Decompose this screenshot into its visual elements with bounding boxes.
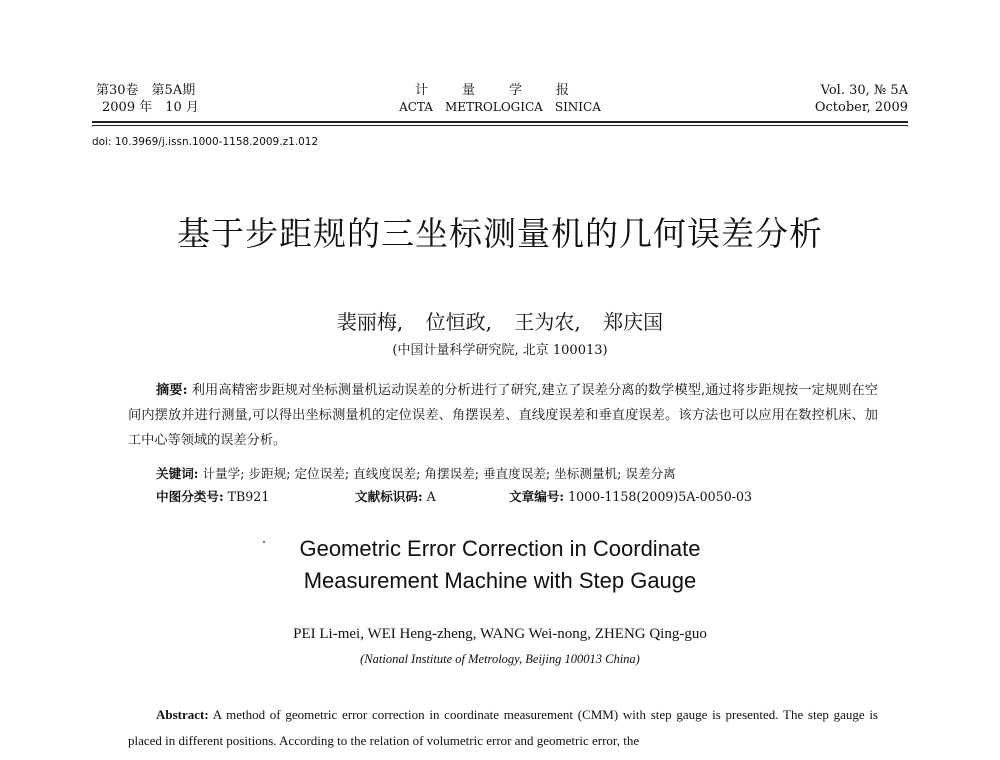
issue-date: 2009 年 10 月 xyxy=(102,100,199,115)
clc-label: 中图分类号: xyxy=(156,489,224,504)
keywords-cn xyxy=(156,463,676,482)
abstract-en xyxy=(128,702,878,754)
volume-en: Vol. 30, № 5A xyxy=(820,83,908,98)
journal-name-en: ACTA METROLOGICA SINICA xyxy=(399,100,601,114)
doc-code-label: 文献标识码: xyxy=(355,489,423,504)
keywords-cn-label: 关键词: xyxy=(156,466,199,481)
journal-issue xyxy=(96,82,199,116)
doc-code-value: A xyxy=(426,489,436,504)
author-cn: 郑庆国 xyxy=(603,310,664,334)
issue-volume: 第30卷 第5A期 xyxy=(96,83,196,98)
paper-title-en-line1: Geometric Error Correction in Coordinate xyxy=(299,536,701,561)
authors-en: PEI Li-mei, WEI Heng-zheng, WANG Wei-nong, ZHENG Qing-guo xyxy=(293,626,707,642)
abstract-cn xyxy=(128,378,878,453)
journal-name-cn: 计量学报 xyxy=(414,83,603,98)
clc-value: TB921 xyxy=(227,489,270,504)
affiliation-cn: (中国计量科学研究院, 北京 100013) xyxy=(392,343,608,358)
paper-title-en-line2: Measurement Machine with Step Gauge xyxy=(303,568,697,593)
abstract-en-label: Abstract: xyxy=(156,707,209,722)
article-number-value: 1000-1158(2009)5A-0050-03 xyxy=(568,489,753,504)
date-en: October, 2009 xyxy=(814,100,908,115)
paper-title-en xyxy=(0,533,1000,597)
affiliation-en: (National Institute of Metrology, Beijing 100013 China) xyxy=(360,652,640,666)
doi[interactable]: doi: 10.3969/j.issn.1000-1158.2009.z1.012 xyxy=(92,136,319,148)
author-cn: 位恒政, xyxy=(425,310,492,334)
abstract-cn-label: 摘要: xyxy=(156,383,188,398)
authors-cn xyxy=(0,306,1000,335)
doc-code-group xyxy=(355,486,505,505)
clc-group xyxy=(156,486,351,505)
author-cn: 裴丽梅, xyxy=(336,310,404,334)
author-cn: 王为农, xyxy=(514,310,581,334)
abstract-cn-text: 利用高精密步距规对坐标测量机运动误差的分析进行了研究,建立了误差分离的数学模型,通过将步距规按一定规则在空间内摆放并进行测量,可以得出坐标测量机的定位误差、角摆误差、直线度误差和垂直度误差。该方法也可以应用在数控机床、加工中心等领域的误差分析。 xyxy=(128,383,878,448)
paper-title-cn: 基于步距规的三坐标测量机的几何误差分析 xyxy=(177,214,823,253)
classification-line xyxy=(156,486,752,505)
header-rule-thick xyxy=(92,121,908,123)
keywords-cn-text: 计量学; 步距规; 定位误差; 直线度误差; 角摆误差; 垂直度误差; 坐标测量机; 误差分离 xyxy=(202,466,676,481)
journal-volume-en xyxy=(815,82,908,116)
article-number-label: 文章编号: xyxy=(509,489,565,504)
abstract-en-text: A method of geometric error correction in coordinate measurement (CMM) with step gauge is presented. The step gauge is placed in different positions. According to the relation of volumetric error and geometric error, the xyxy=(128,707,878,748)
article-number-group xyxy=(509,486,752,505)
journal-name xyxy=(390,82,610,116)
header-rule-thin xyxy=(92,125,908,126)
